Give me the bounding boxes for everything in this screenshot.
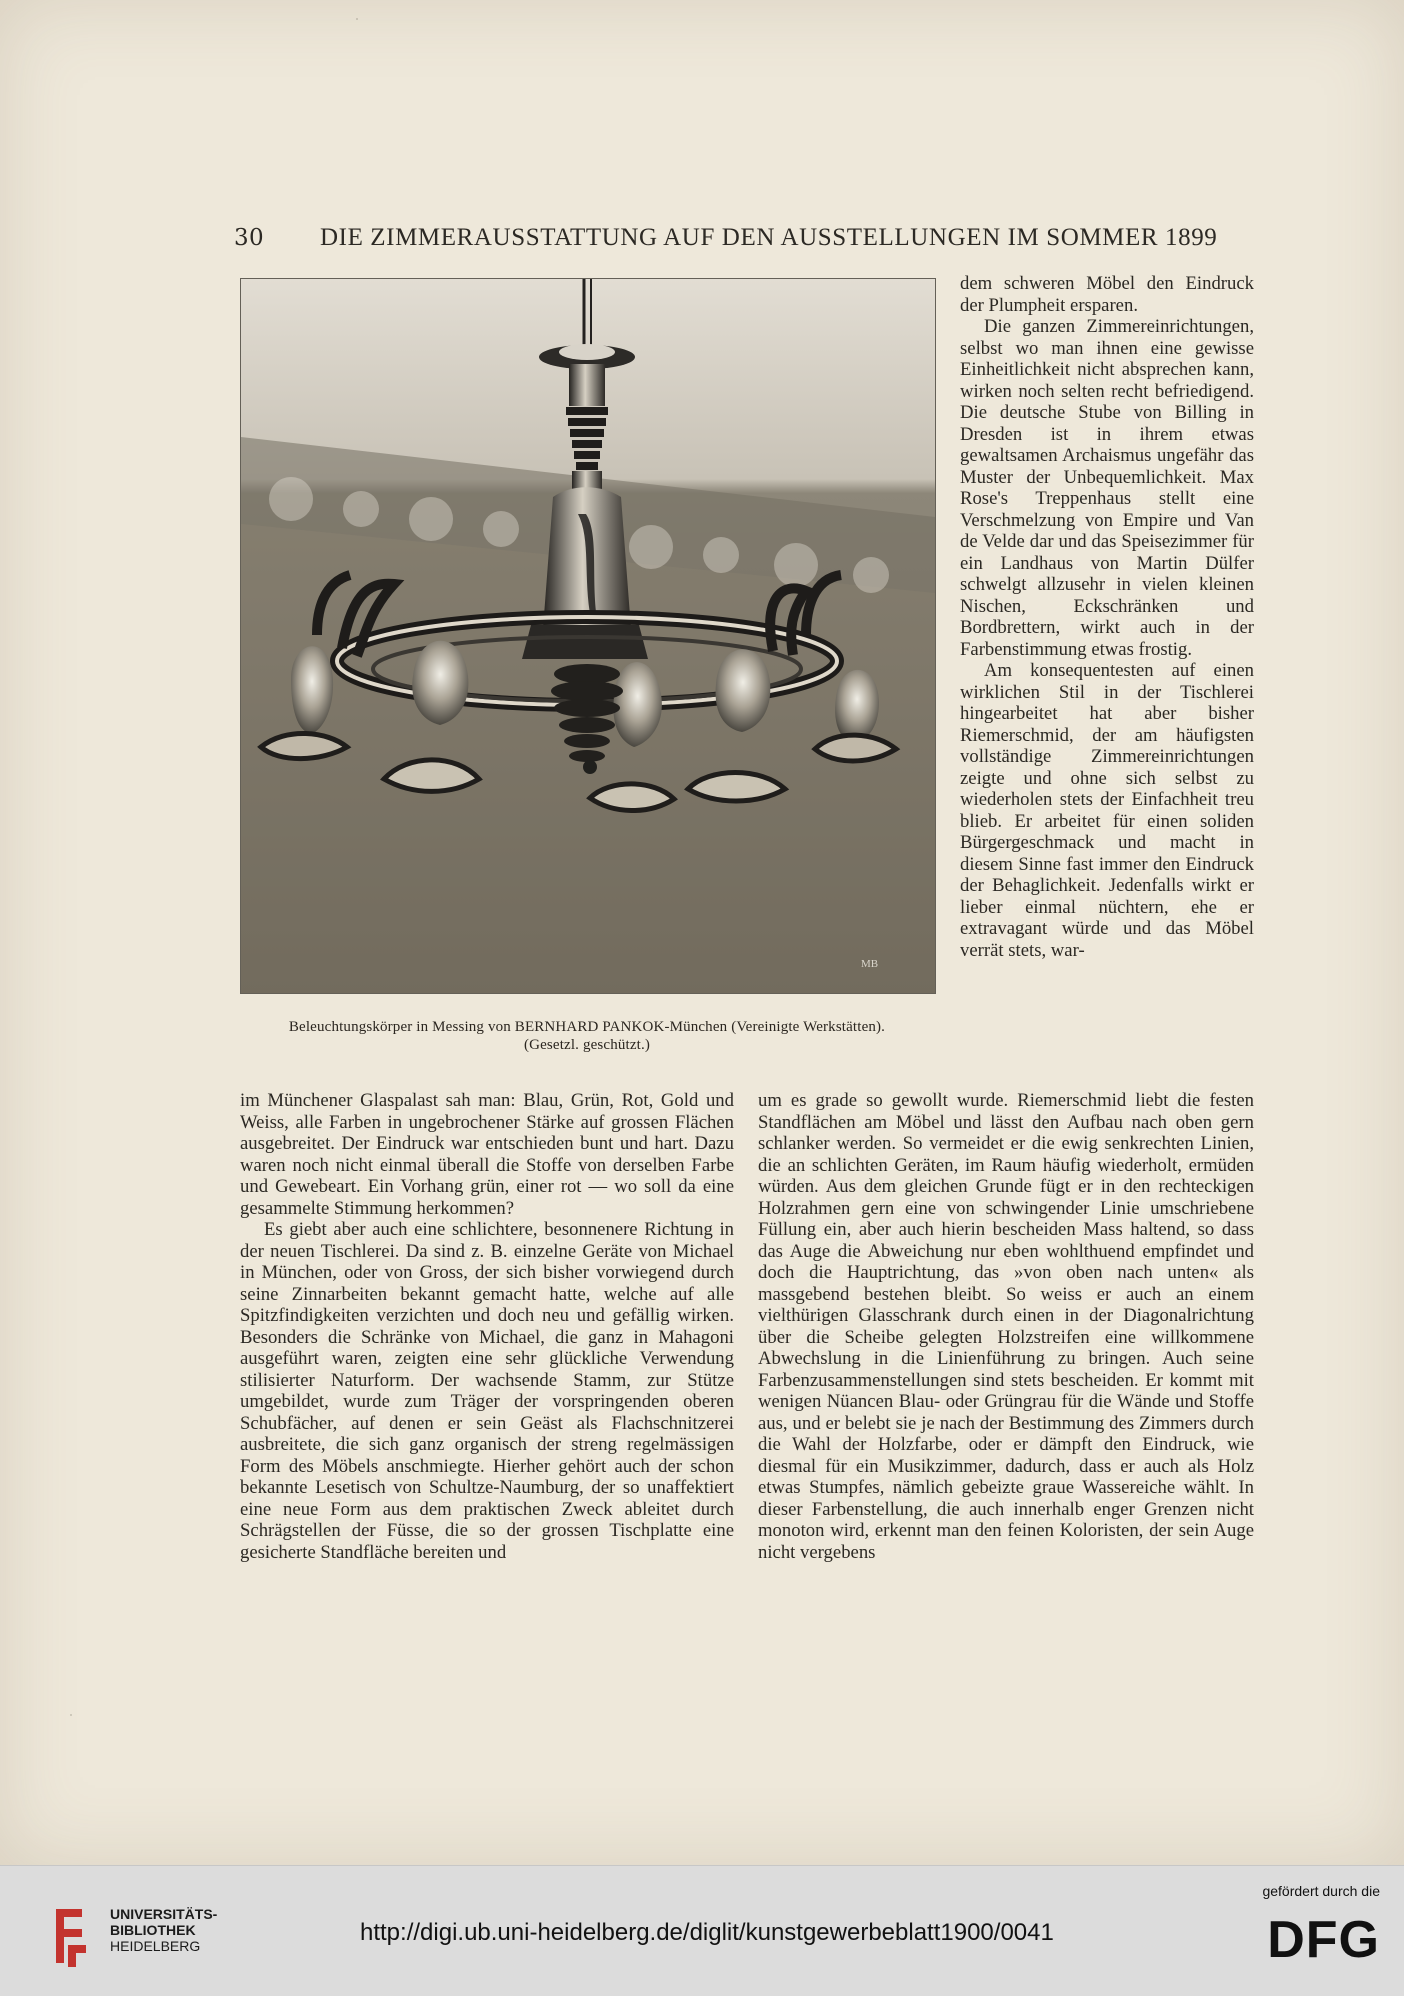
- library-line-3: HEIDELBERG: [110, 1938, 201, 1954]
- sponsor-block: [1230, 1882, 1380, 1969]
- digital-object-url[interactable]: http://digi.ub.uni-heidelberg.de/diglit/kunstgewerbeblatt1900/0041: [360, 1919, 1054, 1946]
- left-text-column: [240, 1090, 734, 1563]
- running-head: [234, 224, 1260, 252]
- left-paragraph-2: Es giebt aber auch eine schlichtere, besonnenere Richtung in der neuen Tischlerei. Da sind z. B. einzelne Geräte von Michael in München, oder von Gross, der sich bisher vorwiegend durch seine Zinnarbeiten bekannt gemacht hatte, welche auf alle Spitzfindigkeiten verzichten und doch neu und gefällig wirken. Besonders die Schränke von Michael, die ganz in Mahagoni ausgeführt waren, zeigten eine sehr glückliche Verwendung stilisierter Naturform. Der wachsende Stamm, zur Stütze umgebildet, wurde zum Träger der vorspringenden oberen Schubfächer, auf denen er sein Geäst als Flachschnitzerei ausbreitete, die sich ganz organisch der streng regelmässigen Form des Möbels anschmiegte. Hierher gehört auch der schon bekannte Lesetisch von Schultze-Naumburg, der so unaffektiert eine neue Form aus dem praktischen Zweck ableitet durch Schrägstellen der Füsse, die so der grossen Tischplatte eine gesicherte Standfläche bereiten und: [240, 1219, 734, 1563]
- library-line-2: BIBLIOTHEK: [110, 1922, 196, 1938]
- right-paragraph-1: um es grade so gewollt wurde. Riemerschmid liebt die festen Standflächen am Möbel und lässt den Aufbau nach oben gern schlanker werden. So vermeidet er die ewig senkrechten Linien, die an schlichten Geräten, im Raum häufig wiederholt, ermüden würden. Aus dem gleichen Grunde fügt er in den rechteckigen Holzrahmen gern eine von schwingender Linie umschriebene Füllung ein, aber auch hierin bescheiden Mass haltend, so dass das Auge die Abweichung nur eben wohlthuend empfindet und doch die Hauptrichtung, das »von oben nach unten« als massgebend bestehen bleibt. So weiss er auch an einem vielthürigen Glasschrank durch einen in der Diagonalrichtung über die Scheibe gelegten Holzstreifen eine willkommene Abwechslung in die Linienführung zu bringen. Auch seine Farbenzusammenstellungen sind stets bescheiden. Er kommt mit wenigen Nüancen Blau- oder Grüngrau für die Wände und Stoffe aus, und er belebt sie je nach der Bestimmung des Zimmers durch die Wahl der Holzfarbe, oder er dämpft den Eindruck, wie diesmal für ein Musikzimmer, dadurch, dass er auch als Holz etwas Stumpfes, nämlich gebeizte graue Wassereiche wählt. In dieser Farbenstellung, die auch innerhalb enger Grenzen nicht monoton wird, erkennt man den feinen Koloristen, der sein Auge nicht vergebens: [758, 1090, 1254, 1563]
- running-title: DIE ZIMMERAUSSTATTUNG AUF DEN AUSSTELLUNGEN IM SOMMER 1899: [320, 224, 1218, 251]
- side-paragraph-2: Die ganzen Zimmereinrichtungen, selbst wo man ihnen eine gewisse Einheitlichkeit nicht absprechen kann, wirken noch selten recht befriedigend. Die deutsche Stube von Billing in Dresden ist in ihrem etwas gewaltsamen Archaismus ungefähr das Muster der Unbequemlichkeit. Max Rose's Treppenhaus stellt eine Verschmelzung von Empire und Van de Velde dar und das Speisezimmer für ein Landhaus von Martin Dülfer schwelgt allzusehr in vielen kleinen Nischen, Eckschränken und Bordbrettern, wirkt auch in der Farbenstimmung etwas frostig.: [960, 316, 1254, 660]
- chandelier-illustration: [241, 279, 935, 993]
- library-line-1: UNIVERSITÄTS-: [110, 1906, 218, 1922]
- right-text-column: [758, 1090, 1254, 1563]
- library-footer: [0, 1865, 1404, 1996]
- left-paragraph-1: im Münchener Glaspalast sah man: Blau, Grün, Rot, Gold und Weiss, alle Farben in ungebrochener Stärke auf grossen Flächen ausgebreitet. Der Eindruck war entschieden bunt und hart. Dazu waren noch nicht einmal überall die Stoffe von derselben Farbe und Gewebeart. Ein Vorhang grün, einer rot — wo soll da eine gesammelte Stimmung herkommen?: [240, 1090, 734, 1219]
- paper-speck: [70, 1714, 72, 1716]
- sponsor-label: gefördert durch die: [1262, 1883, 1380, 1899]
- side-paragraph-3: Am konsequentesten auf einen wirklichen Stil in der Tischlerei hingearbeitet hat aber bisher Riemerschmid, der am häufigsten vollständige Zimmereinrichtungen zeigte und ohne sich selbst zu wiederholen stets der Einfachheit treu blieb. Er arbeitet für einen soliden Bürgergeschmack und macht in diesem Sinne fast immer den Eindruck der Behaglichkeit. Jedenfalls wirkt er lieber einmal nüchtern, ehe er extravagant würde und das Möbel verrät stets, war-: [960, 660, 1254, 961]
- page-number: 30: [234, 225, 265, 251]
- side-paragraph-1: dem schweren Möbel den Eindruck der Plumpheit ersparen.: [960, 273, 1254, 316]
- dfg-logo: DFG: [1267, 1911, 1380, 1969]
- caption-line-1: Beleuchtungskörper in Messing von BERNHARD PANKOK-München (Vereinigte Werkstätten).: [288, 1019, 886, 1035]
- paper-speck: [1122, 1530, 1124, 1532]
- photo-signature: MB: [861, 958, 879, 970]
- figure-caption: [240, 1018, 934, 1054]
- caption-line-2: (Gesetzl. geschützt.): [523, 1037, 650, 1053]
- paper-speck: [356, 18, 358, 20]
- library-logo-icon: [46, 1901, 92, 1971]
- chandelier-photo: [240, 278, 936, 994]
- side-text-column: [960, 273, 1254, 961]
- library-name: [110, 1906, 217, 1954]
